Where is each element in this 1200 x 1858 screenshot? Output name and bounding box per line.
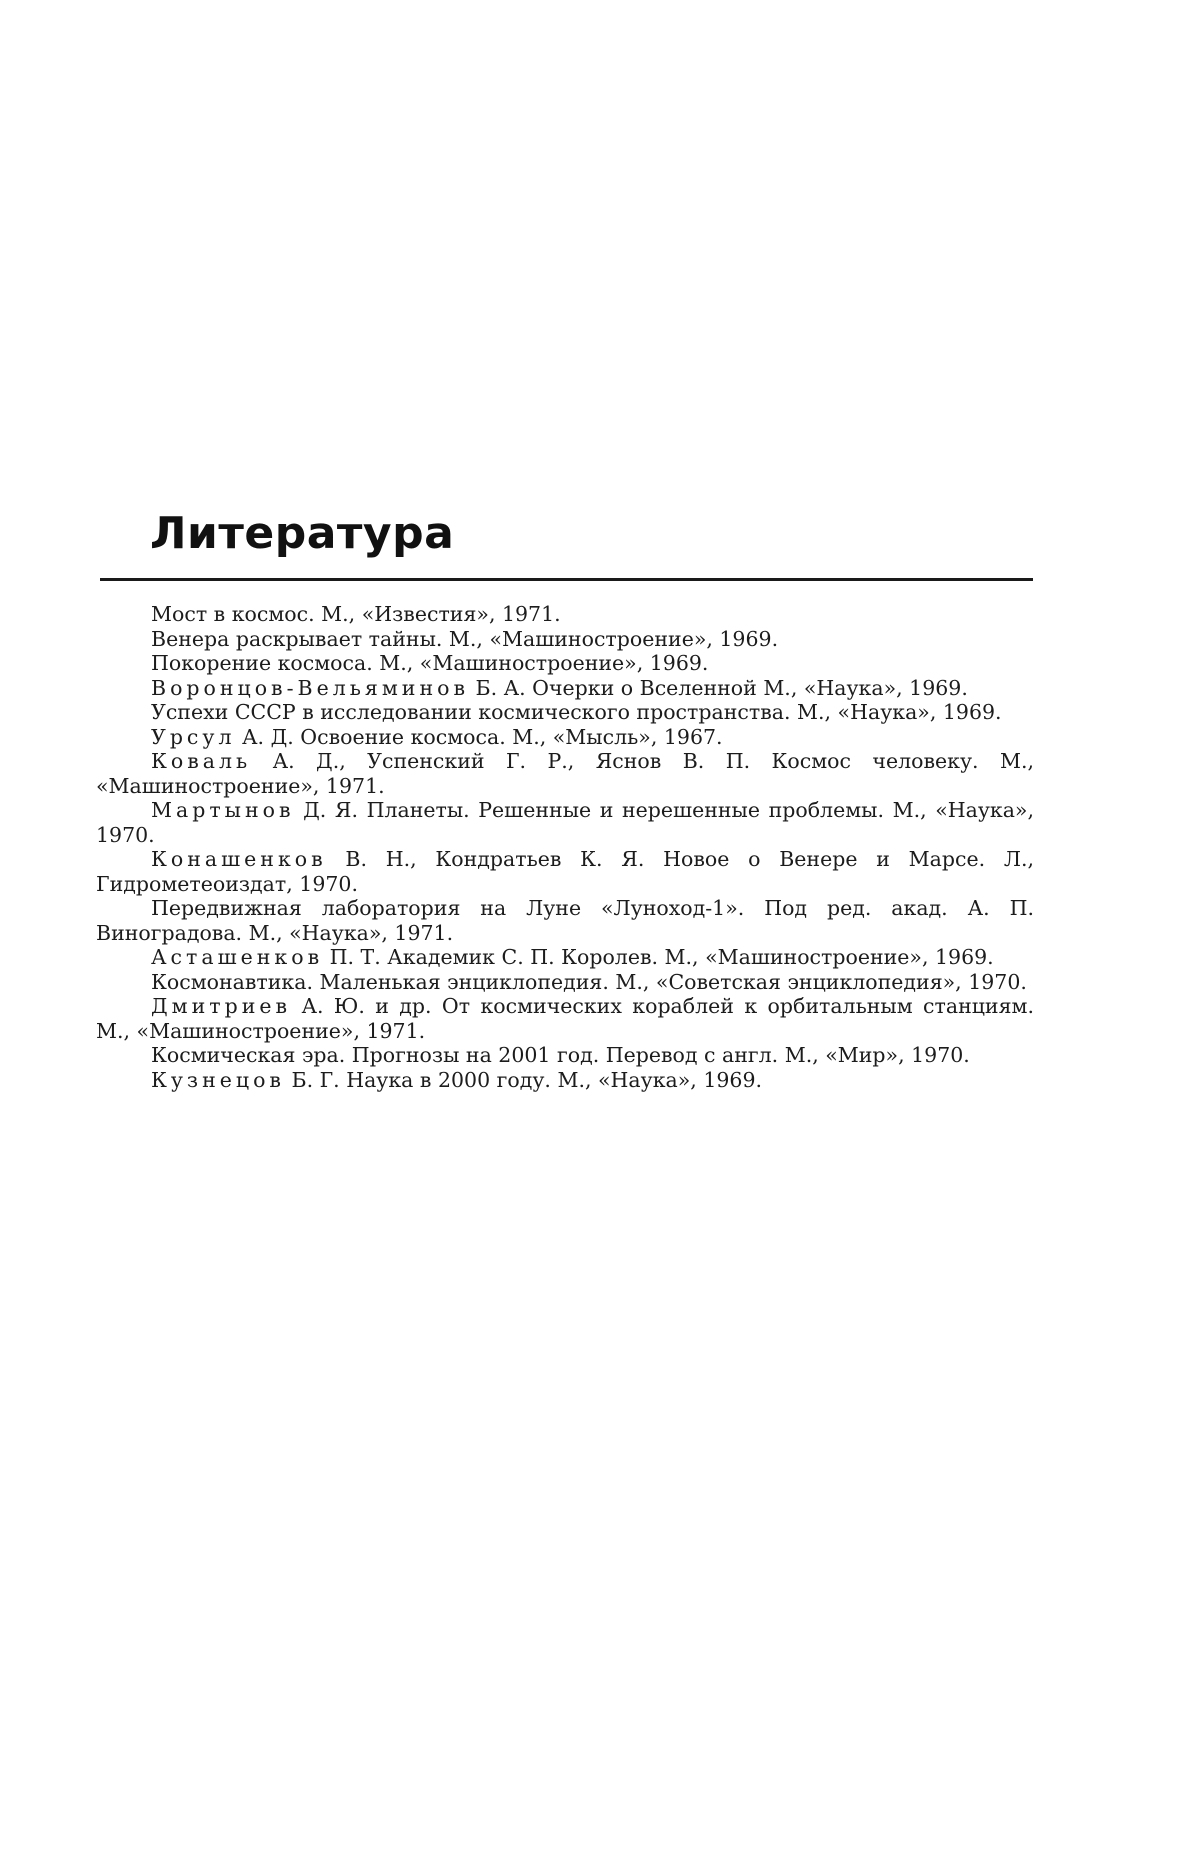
entry-author: Коваль <box>151 749 252 773</box>
entry-author: Асташенков <box>151 945 324 969</box>
bibliography-entry <box>96 896 1034 945</box>
bibliography-entry <box>96 945 1034 970</box>
page-title: Литература <box>150 508 455 559</box>
bibliography-entry <box>96 749 1034 798</box>
bibliography-entry <box>96 847 1034 896</box>
bibliography-entry <box>96 1068 1034 1093</box>
entry-text: А. Ю. и др. От космических кораблей к орбитальным станциям. М., «Машиностроение», 1971. <box>96 994 1034 1043</box>
entry-text: Венера раскрывает тайны. М., «Машиностроение», 1969. <box>151 626 779 651</box>
entry-text: А. Д. Освоение космоса. М., «Мысль», 1967. <box>235 724 723 749</box>
bibliography-entry <box>96 627 1034 652</box>
entry-author: Урсул <box>151 724 236 749</box>
entry-author: Конашенков <box>151 847 327 871</box>
entry-author: Кузнецов <box>151 1067 285 1092</box>
entry-text: Космическая эра. Прогнозы на 2001 год. Перевод с англ. М., «Мир», 1970. <box>151 1043 970 1067</box>
bibliography-entry <box>96 970 1034 995</box>
entry-text: Мост в космос. М., «Известия», 1971. <box>151 602 561 626</box>
entry-text: А. Д., Успенский Г. Р., Яснов В. П. Космос человеку. М., «Машиностроение», 1971. <box>96 749 1034 798</box>
entry-author: Дмитриев <box>151 994 292 1018</box>
bibliography-entry <box>96 651 1034 676</box>
entry-text: Б. А. Очерки о Вселенной М., «Наука», 1969. <box>469 675 968 700</box>
entry-text: Передвижная лаборатория на Луне «Луноход-1». Под ред. акад. А. П. Виноградова. М., «Наука», 1971. <box>96 896 1034 945</box>
entry-author: Мартынов <box>151 798 295 822</box>
entry-author: Воронцов-Вельяминов <box>151 675 469 700</box>
bibliography-entry <box>96 700 1034 725</box>
entry-text: П. Т. Академик С. П. Королев. М., «Машиностроение», 1969. <box>323 945 994 969</box>
entry-text: Б. Г. Наука в 2000 году. М., «Наука», 1969. <box>284 1067 762 1092</box>
bibliography-list <box>96 602 1034 1092</box>
bibliography-entry <box>96 725 1034 750</box>
entry-text: Покорение космоса. М., «Машиностроение», 1969. <box>151 651 709 675</box>
bibliography-entry <box>96 602 1034 627</box>
bibliography-entry <box>96 676 1034 701</box>
entry-text: Успехи СССР в исследовании космического пространства. М., «Наука», 1969. <box>151 700 1002 724</box>
entry-text: В. Н., Кондратьев К. Я. Новое о Венере и Марсе. Л., Гидрометеоиздат, 1970. <box>96 847 1034 896</box>
bibliography-entry <box>96 798 1034 847</box>
title-rule <box>100 578 1033 581</box>
bibliography-entry <box>96 1043 1034 1068</box>
bibliography-entry <box>96 994 1034 1043</box>
entry-text: Д. Я. Планеты. Решенные и нерешенные проблемы. М., «Наука», 1970. <box>96 798 1034 847</box>
entry-text: Космонавтика. Маленькая энциклопедия. М., «Советская энциклопедия», 1970. <box>151 969 1027 994</box>
